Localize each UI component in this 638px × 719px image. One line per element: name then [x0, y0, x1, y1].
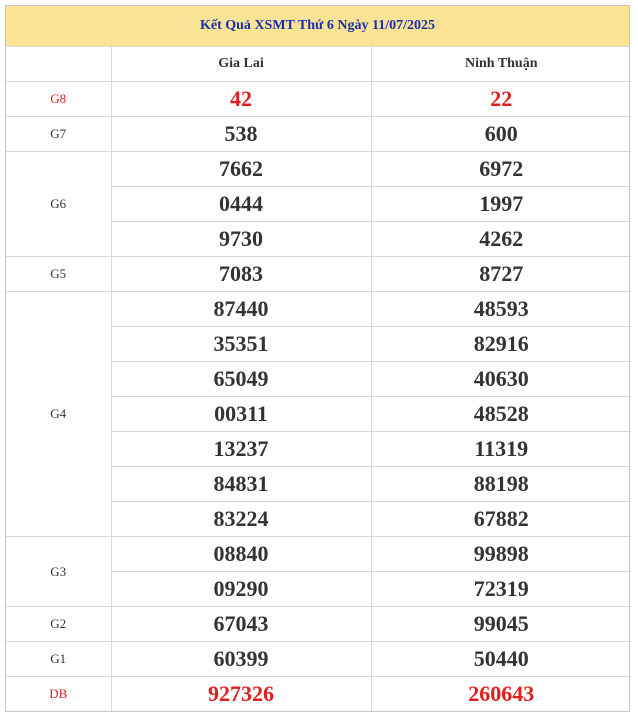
prize-number-g4-gia-lai: 13237	[111, 432, 371, 467]
prize-number-g4-gia-lai: 84831	[111, 467, 371, 502]
prize-row	[6, 82, 631, 117]
prize-number-g3-gia-lai: 08840	[111, 537, 371, 572]
prize-label-g2: G2	[6, 607, 111, 642]
prize-number-g7-ninh-thuan: 600	[371, 117, 631, 152]
prize-row	[6, 677, 631, 712]
prize-number-g8-ninh-thuan: 22	[371, 82, 631, 117]
prize-label-g6: G6	[6, 152, 111, 257]
prize-number-g4-ninh-thuan: 67882	[371, 502, 631, 537]
prize-number-g4-ninh-thuan: 11319	[371, 432, 631, 467]
prize-number-g6-gia-lai: 7662	[111, 152, 371, 187]
prize-number-g6-ninh-thuan: 4262	[371, 222, 631, 257]
prize-number-g4-ninh-thuan: 82916	[371, 327, 631, 362]
prize-number-g6-gia-lai: 0444	[111, 187, 371, 222]
prize-number-g2-ninh-thuan: 99045	[371, 607, 631, 642]
header-row	[6, 47, 631, 82]
prize-number-g4-ninh-thuan: 48528	[371, 397, 631, 432]
prize-row	[6, 117, 631, 152]
prize-number-g8-gia-lai: 42	[111, 82, 371, 117]
prize-row	[6, 607, 631, 642]
header-prize-cell	[6, 47, 111, 82]
prize-label-g8: G8	[6, 82, 111, 117]
prize-label-db: DB	[6, 677, 111, 712]
header-province-ninh-thuan: Ninh Thuận	[371, 47, 631, 82]
prize-number-g1-ninh-thuan: 50440	[371, 642, 631, 677]
prize-number-g7-gia-lai: 538	[111, 117, 371, 152]
prize-row	[6, 292, 631, 327]
prize-label-g4: G4	[6, 292, 111, 537]
prize-number-db-ninh-thuan: 260643	[371, 677, 631, 712]
prize-number-g3-ninh-thuan: 99898	[371, 537, 631, 572]
prize-label-g1: G1	[6, 642, 111, 677]
prize-label-g7: G7	[6, 117, 111, 152]
prize-number-g4-gia-lai: 35351	[111, 327, 371, 362]
prize-number-g4-ninh-thuan: 88198	[371, 467, 631, 502]
header-province-gia-lai: Gia Lai	[111, 47, 371, 82]
prize-number-g6-gia-lai: 9730	[111, 222, 371, 257]
prize-number-g4-gia-lai: 00311	[111, 397, 371, 432]
prize-label-g5: G5	[6, 257, 111, 292]
prize-number-g6-ninh-thuan: 1997	[371, 187, 631, 222]
prize-number-g4-ninh-thuan: 48593	[371, 292, 631, 327]
prize-row	[6, 257, 631, 292]
results-table-container	[5, 5, 630, 712]
results-table	[6, 47, 631, 711]
prize-row	[6, 537, 631, 572]
prize-number-g4-ninh-thuan: 40630	[371, 362, 631, 397]
prize-row	[6, 642, 631, 677]
prize-number-g4-gia-lai: 83224	[111, 502, 371, 537]
prize-number-g6-ninh-thuan: 6972	[371, 152, 631, 187]
prize-label-g3: G3	[6, 537, 111, 607]
prize-number-g5-ninh-thuan: 8727	[371, 257, 631, 292]
prize-number-g1-gia-lai: 60399	[111, 642, 371, 677]
prize-number-g4-gia-lai: 87440	[111, 292, 371, 327]
results-title: Kết Quả XSMT Thứ 6 Ngày 11/07/2025	[6, 6, 629, 47]
prize-number-db-gia-lai: 927326	[111, 677, 371, 712]
prize-number-g4-gia-lai: 65049	[111, 362, 371, 397]
prize-number-g2-gia-lai: 67043	[111, 607, 371, 642]
prize-number-g3-gia-lai: 09290	[111, 572, 371, 607]
prize-row	[6, 152, 631, 187]
prize-number-g3-ninh-thuan: 72319	[371, 572, 631, 607]
prize-number-g5-gia-lai: 7083	[111, 257, 371, 292]
